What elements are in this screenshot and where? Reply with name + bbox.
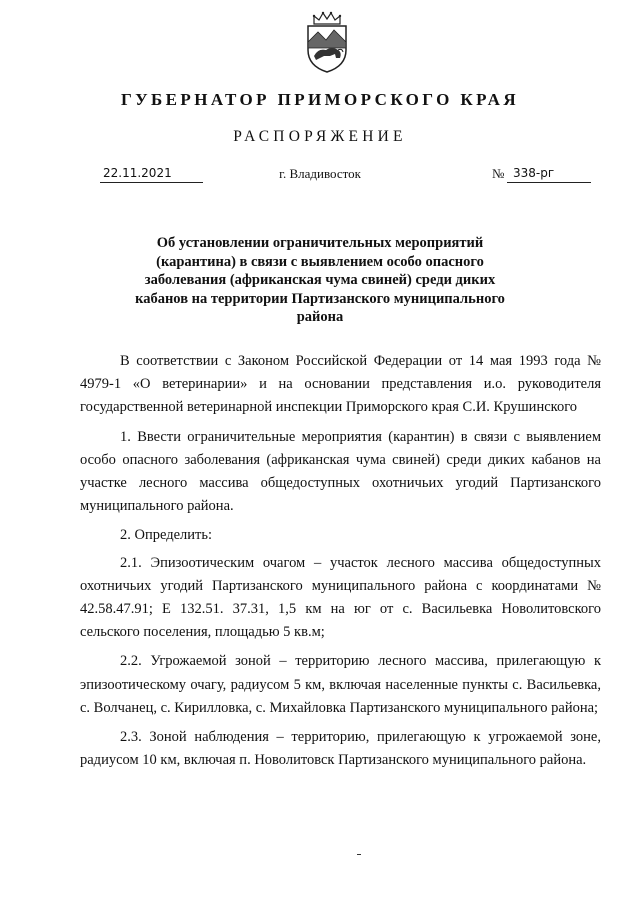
document-title: Об установлении ограничительных мероприятий (карантина) в связи с выявлением особо опасного заболевания (африканская чума свиней) среди диких кабанов на территории Партизанского муниципального района — [135, 235, 505, 325]
body-paragraph: В соответствии с Законом Российской Федерации от 14 мая 1993 года № 4979-1 «О ветеринарии» и на основании представления и.о. руководителя государственной ветеринарной инспекции Приморского края С.И. Крушинского — [80, 353, 601, 416]
document-city: г. Владивосток — [279, 166, 361, 181]
body-paragraph: 1. Ввести ограничительные мероприятия (карантин) в связи с выявлением особо опасного заболевания (африканская чума свиней) среди диких кабанов на участке лесного массива общедоступных охотничьих угодий Партизанского муниципального района. — [80, 428, 601, 515]
body-paragraph: 2.1. Эпизоотическим очагом – участок лесного массива общедоступных охотничьих угодий Партизанского муниципального района с координатами № 42.58.47.91; Е 132.51. 37.31, 1,5 км на юг от с. Васильевка Новолитовского сельского поселения, площадью 5 кв.м; — [80, 554, 601, 641]
authority-heading: ГУБЕРНАТОР ПРИМОРСКОГО КРАЯ — [120, 90, 520, 109]
document-number-label: № — [492, 166, 505, 181]
document-body — [80, 350, 601, 778]
body-paragraph: 2.2. Угрожаемой зоной – территорию лесного массива, прилегающую к эпизоотическому очагу, радиусом 5 км, включая населенные пункты с. Васильевка, с. Волчанец, с. Кирилловка, с. Михайловка Партизанского муниципального района; — [80, 653, 601, 716]
document-date: 22.11.2021 — [100, 166, 203, 183]
body-paragraph: 2.3. Зоной наблюдения – территорию, прилегающую к угрожаемой зоне, радиусом 10 км, включая п. Новолитовск Партизанского муниципального района. — [80, 729, 601, 769]
page-mark — [357, 854, 361, 855]
coat-of-arms-icon — [302, 10, 352, 74]
document-number: 338-рг — [507, 166, 591, 183]
document-type: РАСПОРЯЖЕНИЕ — [233, 128, 407, 145]
body-paragraph: 2. Определить: — [120, 527, 213, 544]
